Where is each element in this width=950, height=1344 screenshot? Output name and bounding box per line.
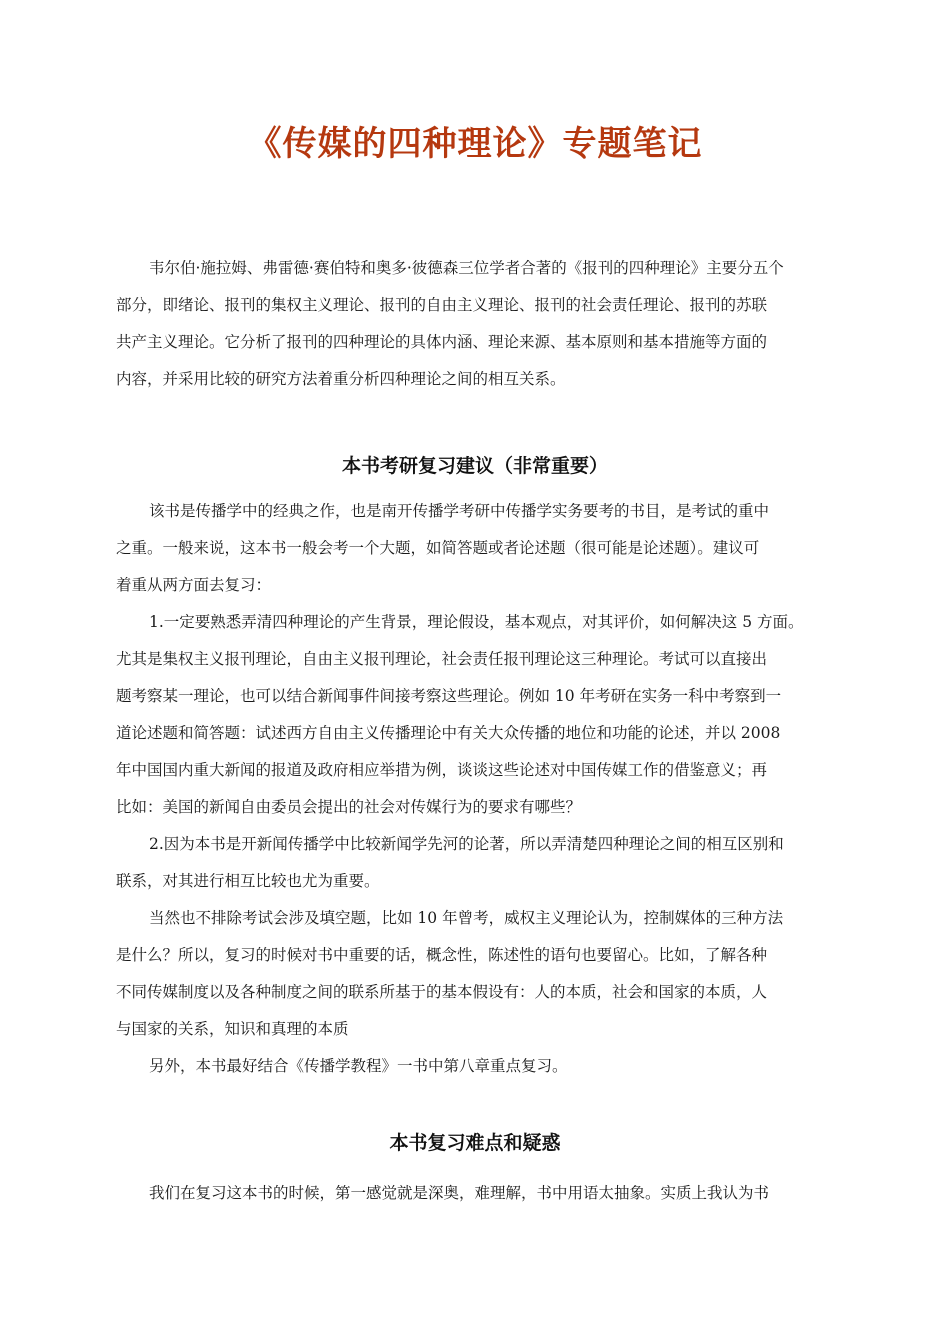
difficulties-body <box>116 1175 844 1212</box>
body-line: 2.因为本书是开新闻传播学中比较新闻学先河的论著，所以弄清楚四种理论之间的相互区别和 <box>149 835 784 853</box>
body-line: 是什么？所以，复习的时候对书中重要的话，概念性，陈述性的语句也要留心。比如，了解各种 <box>116 946 768 964</box>
review-advice-body <box>116 493 844 1085</box>
document-title: 《传媒的四种理论》专题笔记 <box>247 124 703 164</box>
body-line: 我们在复习这本书的时候，第一感觉就是深奥，难理解，书中用语太抽象。实质上我认为书 <box>149 1184 770 1202</box>
body-line: 当然也不排除考试会涉及填空题，比如 10 年曾考，威权主义理论认为，控制媒体的三种方法 <box>149 909 784 927</box>
body-line: 联系，对其进行相互比较也尤为重要。 <box>116 872 380 890</box>
body-line: 1.一定要熟悉弄清四种理论的产生背景，理论假设，基本观点，对其评价，如何解决这 5 方面。 <box>149 613 804 631</box>
body-line: 不同传媒制度以及各种制度之间的联系所基于的基本假设有：人的本质，社会和国家的本质，人 <box>116 983 768 1001</box>
intro-line: 部分，即绪论、报刊的集权主义理论、报刊的自由主义理论、报刊的社会责任理论、报刊的苏联 <box>116 296 768 314</box>
body-line: 与国家的关系，知识和真理的本质 <box>116 1020 349 1038</box>
intro-paragraph <box>116 250 844 398</box>
intro-line: 共产主义理论。它分析了报刊的四种理论的具体内涵、理论来源、基本原则和基本措施等方面的 <box>116 333 768 351</box>
body-line: 之重。一般来说，这本书一般会考一个大题，如简答题或者论述题（很可能是论述题）。建议可 <box>116 539 760 557</box>
section-heading-review-advice: 本书考研复习建议（非常重要） <box>341 455 608 477</box>
body-line: 年中国国内重大新闻的报道及政府相应举措为例，谈谈这些论述对中国传媒工作的借鉴意义；再 <box>116 761 768 779</box>
body-line: 另外，本书最好结合《传播学教程》一书中第八章重点复习。 <box>149 1057 568 1075</box>
intro-line: 韦尔伯·施拉姆、弗雷德·赛伯特和奥多·彼德森三位学者合著的《报刊的四种理论》主要分五个 <box>149 259 784 277</box>
body-line: 比如：美国的新闻自由委员会提出的社会对传媒行为的要求有哪些？ <box>116 798 582 816</box>
body-line: 着重从两方面去复习： <box>116 576 272 594</box>
body-line: 道论述题和简答题：试述西方自由主义传播理论中有关大众传播的地位和功能的论述，并以 2008 <box>116 724 781 742</box>
intro-line: 内容，并采用比较的研究方法着重分析四种理论之间的相互关系。 <box>116 370 566 388</box>
body-line: 尤其是集权主义报刊理论，自由主义报刊理论，社会责任报刊理论这三种理论。考试可以直接出 <box>116 650 768 668</box>
section-heading-difficulties: 本书复习难点和疑惑 <box>389 1132 561 1154</box>
body-line: 该书是传播学中的经典之作，也是南开传播学考研中传播学实务要考的书目，是考试的重中 <box>149 502 770 520</box>
body-line: 题考察某一理论，也可以结合新闻事件间接考察这些理论。例如 10 年考研在实务一科中考察到一 <box>116 687 782 705</box>
